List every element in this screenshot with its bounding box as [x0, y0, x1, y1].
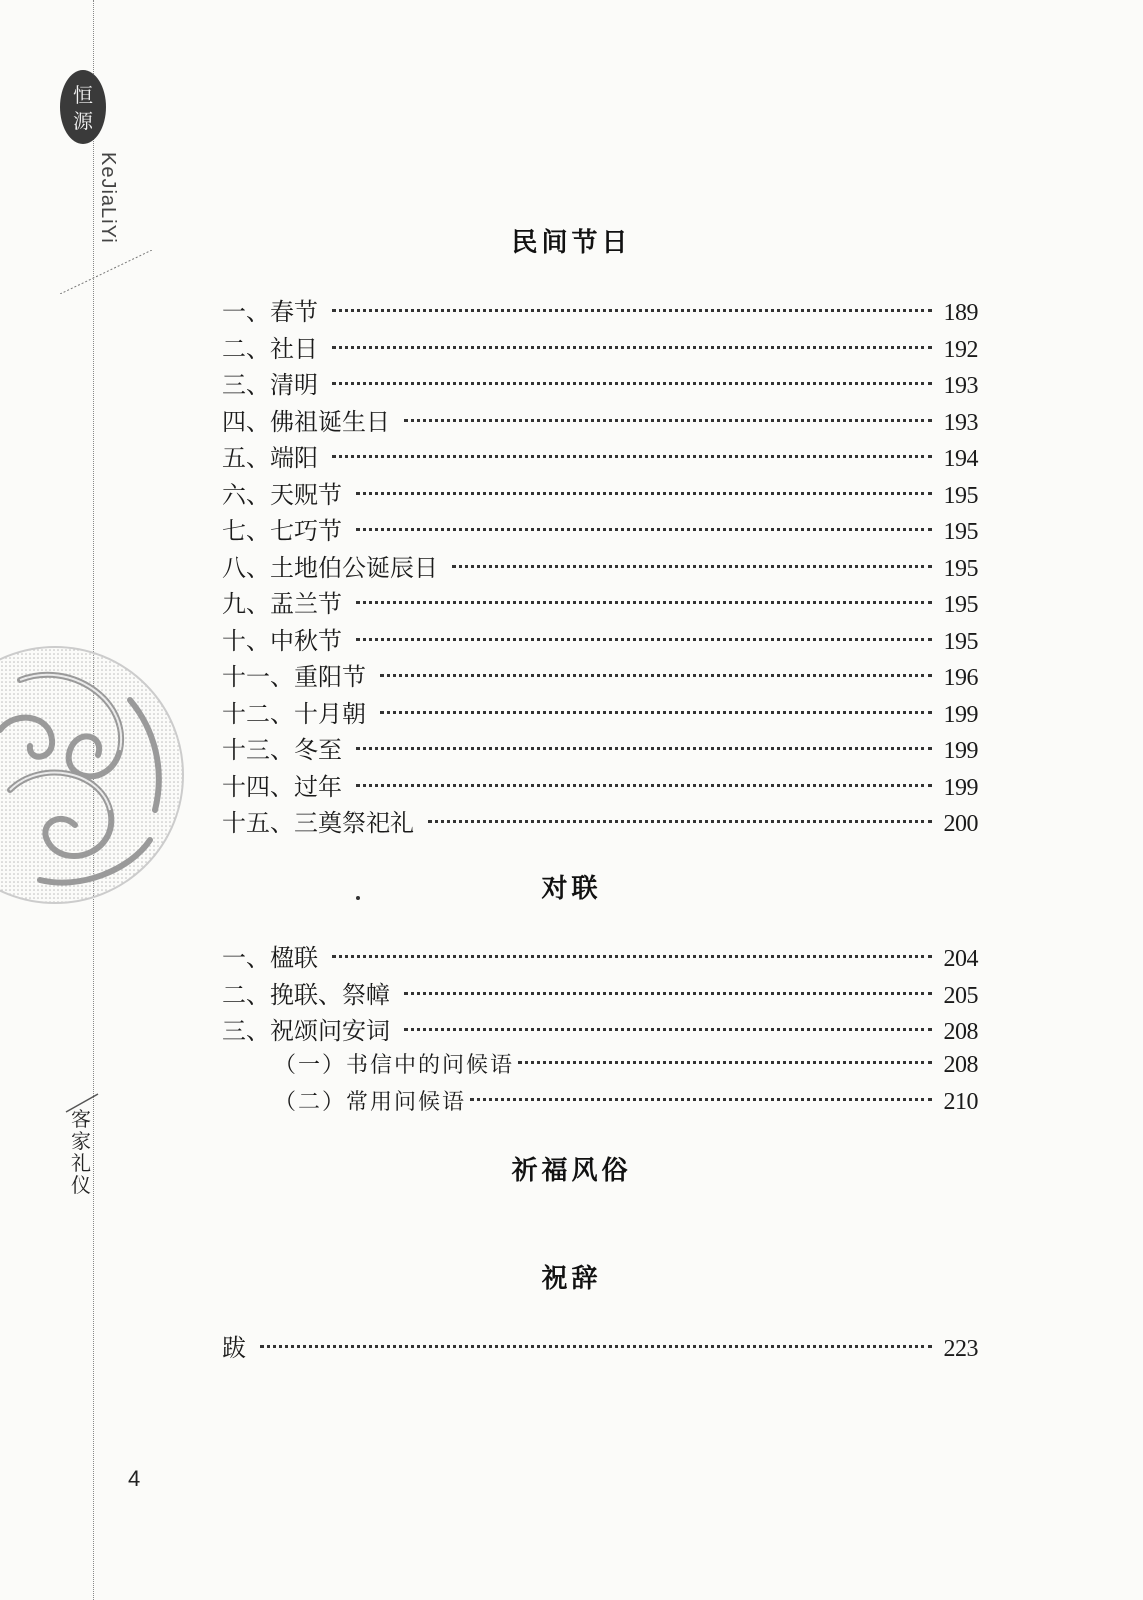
dot-leader — [404, 419, 932, 422]
dot-leader — [332, 309, 932, 312]
toc-entry-label: 九、盂兰节 — [222, 590, 342, 618]
pinyin-title: KeJiaLiYi — [97, 152, 119, 244]
dot-leader — [260, 1345, 932, 1348]
toc-entry-page: 193 — [943, 373, 978, 399]
svg-text:恒: 恒 — [73, 83, 93, 107]
toc-list-postscript — [222, 1330, 978, 1367]
dot-leader — [452, 565, 932, 568]
toc-subentry[interactable] — [222, 1047, 978, 1084]
vertical-book-title: 客家礼仪 — [71, 1107, 91, 1197]
toc-entry-page: 199 — [943, 774, 978, 801]
toc-entry[interactable] — [222, 404, 978, 441]
section-heading-blessings: 祈福风俗 — [511, 1156, 632, 1186]
print-speck — [356, 896, 360, 900]
toc-list-couplets — [222, 940, 978, 1050]
toc-entry[interactable] — [222, 550, 978, 587]
dot-leader — [332, 346, 932, 349]
section-heading-congrats: 祝辞 — [541, 1264, 602, 1294]
toc-entry-page: 199 — [943, 701, 978, 728]
toc-entry-label: 七、七巧节 — [222, 517, 342, 545]
toc-entry-label: 十二、十月朝 — [222, 699, 366, 728]
toc-list-festivals — [222, 294, 978, 842]
page-number: 4 — [128, 1466, 141, 1491]
toc-entry[interactable] — [222, 940, 978, 977]
toc-entry-page: 193 — [943, 409, 978, 436]
toc-entry[interactable] — [222, 659, 978, 696]
toc-entry[interactable] — [222, 805, 978, 842]
toc-entry-page: 199 — [943, 738, 978, 764]
toc-entry-label: （二）常用问候语 — [274, 1089, 467, 1115]
toc-entry[interactable] — [222, 367, 978, 404]
toc-entry-label: （一）书信中的问候语 — [274, 1053, 515, 1078]
toc-entry-page: 195 — [943, 519, 978, 545]
toc-entry-page: 195 — [943, 555, 978, 582]
toc-entry-page: 195 — [943, 482, 978, 509]
dot-leader — [356, 601, 932, 604]
toc-entry-page: 195 — [943, 628, 978, 655]
dot-leader — [404, 992, 932, 995]
toc-entry-label: 六、天贶节 — [222, 480, 342, 509]
toc-entry[interactable] — [222, 623, 978, 660]
toc-entry-label: 十五、三奠祭祀礼 — [222, 809, 414, 837]
toc-entry-label: 一、春节 — [222, 298, 318, 326]
dot-leader — [332, 955, 932, 958]
toc-entry-postscript[interactable] — [222, 1330, 978, 1367]
toc-entry[interactable] — [222, 477, 978, 514]
dot-leader — [404, 1028, 932, 1031]
svg-text:源: 源 — [73, 109, 93, 133]
toc-entry-page: 208 — [943, 1019, 978, 1045]
toc-entry[interactable] — [222, 586, 978, 623]
dot-leader — [380, 674, 932, 677]
dot-leader — [356, 528, 932, 531]
toc-entry[interactable] — [222, 294, 978, 331]
toc-entry[interactable] — [222, 696, 978, 733]
dot-leader — [470, 1098, 931, 1101]
toc-entry[interactable] — [222, 513, 978, 550]
toc-entry-page: 194 — [943, 446, 978, 472]
toc-entry-label: 十三、冬至 — [222, 736, 342, 764]
toc-entry-label: 一、楹联 — [222, 944, 318, 972]
dot-leader — [518, 1061, 931, 1064]
toc-entry-label: 跋 — [222, 1334, 246, 1362]
toc-entry[interactable] — [222, 977, 978, 1014]
toc-entry-page: 204 — [943, 946, 978, 972]
toc-entry[interactable] — [222, 769, 978, 806]
dot-leader — [356, 747, 932, 750]
section-heading-festivals: 民间节日 — [511, 228, 632, 258]
toc-entry[interactable] — [222, 440, 978, 477]
toc-entry-label: 二、挽联、祭幛 — [222, 980, 390, 1009]
toc-entry-label: 五、端阳 — [222, 444, 318, 472]
toc-entry-label: 四、佛祖诞生日 — [222, 407, 390, 436]
dot-leader — [380, 711, 932, 714]
toc-entry-page: 223 — [943, 1336, 978, 1362]
toc-entry-label: 十、中秋节 — [222, 626, 342, 655]
seal-logo-icon — [58, 68, 108, 146]
section-heading-couplets: 对联 — [541, 874, 602, 904]
toc-entry[interactable] — [222, 732, 978, 769]
toc-entry-label: 三、祝颂问安词 — [222, 1017, 390, 1045]
dot-leader — [356, 492, 932, 495]
dot-leader — [332, 382, 932, 385]
toc-entry-label: 十四、过年 — [222, 772, 342, 801]
dot-leader — [332, 455, 932, 458]
toc-entry-page: 192 — [943, 336, 978, 363]
toc-entry-page: 196 — [943, 665, 978, 691]
toc-entry-page: 205 — [943, 982, 978, 1009]
toc-entry-page: 208 — [943, 1052, 978, 1078]
toc-entry-page: 210 — [943, 1088, 978, 1115]
dot-leader — [356, 784, 932, 787]
toc-entry-page: 195 — [943, 592, 978, 618]
toc-entry-page: 189 — [943, 300, 978, 326]
toc-subentry[interactable] — [222, 1084, 978, 1121]
toc-entry[interactable] — [222, 331, 978, 368]
toc-entry-label: 三、清明 — [222, 371, 318, 399]
toc-entry[interactable] — [222, 1013, 978, 1050]
dot-leader — [428, 820, 932, 823]
dot-leader — [356, 638, 932, 641]
toc-entry-page: 200 — [943, 811, 978, 837]
toc-sublist-couplets — [222, 1047, 978, 1120]
toc-entry-label: 八、土地伯公诞辰日 — [222, 553, 438, 582]
toc-entry-label: 十一、重阳节 — [222, 663, 366, 691]
toc-entry-label: 二、社日 — [222, 334, 318, 363]
